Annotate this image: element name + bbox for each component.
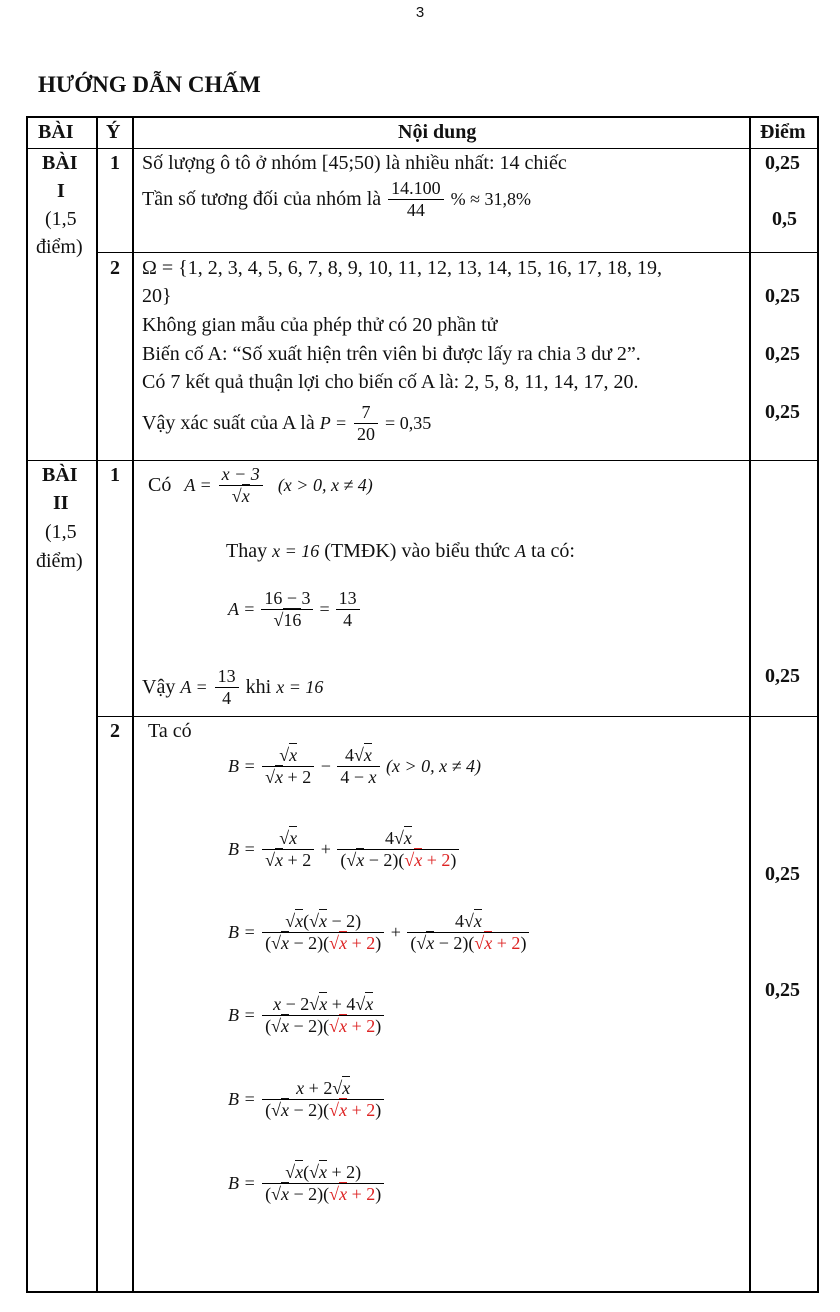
bai1-y1-line2 bbox=[142, 178, 531, 220]
probability-lhs: P = bbox=[319, 412, 348, 433]
b-step-4: B = $\frac{x - 2√x + 4√x}{(√x - 2)(√x + 2)}$ bbox=[228, 994, 386, 1036]
calc-fraction bbox=[261, 588, 313, 630]
b-step-6: B = $\frac{√x(√x + 2)}{(√x - 2)(√x + 2)}$ bbox=[228, 1162, 386, 1204]
fraction-denominator: √16 bbox=[273, 609, 302, 630]
bai1-y1-score2: 0,5 bbox=[772, 208, 797, 230]
a-condition: (x > 0, x ≠ 4) bbox=[277, 474, 373, 495]
calc-equals: = bbox=[319, 598, 330, 619]
col-divider bbox=[749, 118, 751, 1293]
substitute-mid: (TMĐK) vào biểu thức bbox=[324, 540, 511, 562]
fraction-denominator: √x bbox=[231, 485, 250, 506]
bai1-y1-score1: 0,25 bbox=[765, 152, 800, 174]
fraction-numerator: x − 3 bbox=[219, 464, 263, 486]
bai2-points-unit: điểm) bbox=[36, 550, 83, 572]
calc-result-fraction bbox=[336, 588, 360, 630]
relative-frequency-fraction bbox=[388, 178, 444, 220]
relative-frequency-result: % ≈ 31,8% bbox=[450, 188, 532, 209]
calc-lhs: A = bbox=[228, 598, 256, 619]
b-step-5: B = $\frac{x + 2√x}{(√x - 2)(√x + 2)}$ bbox=[228, 1078, 386, 1120]
fraction-numerator: 14.100 bbox=[388, 178, 444, 200]
bai1-y2-line5: Có 7 kết quả thuận lợi cho biến cố A là: 2, 5, 8, 11, 14, 17, 20. bbox=[142, 371, 639, 393]
bai1-y2-line2: 20} bbox=[142, 285, 172, 307]
b-step-3: B = $\frac{√x(√x - 2)}{(√x - 2)(√x + 2)}$ + $\frac{4√x}{(√x - 2)(√x + 2)}$ bbox=[228, 911, 531, 953]
vay-text: Vậy bbox=[142, 675, 176, 698]
bai1-y2-score3: 0,25 bbox=[765, 401, 800, 423]
grading-table bbox=[26, 116, 819, 1293]
substitute-text: Thay bbox=[226, 540, 268, 562]
fraction-numerator: 7 bbox=[354, 402, 378, 424]
bai2-y1-score: 0,25 bbox=[765, 665, 800, 687]
bai1-y2-number: 2 bbox=[110, 257, 120, 279]
bai2-y2-score1: 0,25 bbox=[765, 863, 800, 885]
bai2-label: BÀI bbox=[42, 464, 78, 486]
radicand: 16 bbox=[283, 609, 302, 630]
bai1-roman: I bbox=[57, 180, 65, 202]
vay-x: x = 16 bbox=[276, 676, 324, 697]
fraction-numerator: 13 bbox=[336, 588, 360, 610]
bai1-y2-line3: Không gian mẫu của phép thử có 20 phần tử bbox=[142, 314, 498, 336]
vay-lhs: A = bbox=[180, 676, 208, 697]
row-divider bbox=[28, 460, 819, 461]
relative-frequency-text: Tần số tương đối của nhóm là bbox=[142, 187, 382, 210]
col-divider bbox=[132, 118, 134, 1293]
fraction-denominator: 4 bbox=[222, 687, 232, 708]
vay-khi: khi bbox=[245, 675, 272, 698]
col-divider bbox=[96, 118, 98, 1293]
a-lhs: A = bbox=[184, 474, 212, 495]
bai1-points: (1,5 bbox=[45, 208, 77, 230]
bai2-y1-calculation bbox=[228, 588, 362, 630]
row-divider bbox=[28, 148, 819, 149]
probability-result: = 0,35 bbox=[385, 412, 432, 433]
fraction-numerator: 13 bbox=[215, 666, 239, 688]
bai2-y1-number: 1 bbox=[110, 464, 120, 486]
bai2-y1-given bbox=[148, 464, 373, 506]
a-fraction bbox=[219, 464, 263, 506]
bai1-y1-line1: Số lượng ô tô ở nhóm [45;50) là nhiều nhất: 14 chiếc bbox=[142, 152, 567, 174]
substitute-a: A bbox=[515, 541, 527, 561]
bai1-y2-line1: Ω = {1, 2, 3, 4, 5, 6, 7, 8, 9, 10, 11, 12, 13, 14, 15, 16, 17, 18, 19, bbox=[142, 257, 662, 279]
header-bai: BÀI bbox=[38, 121, 74, 143]
bai1-y2-score1: 0,25 bbox=[765, 285, 800, 307]
bai1-y2-line4: Biến cố A: “Số xuất hiện trên viên bi được lấy ra chia 3 dư 2”. bbox=[142, 343, 641, 365]
bai1-y1-number: 1 bbox=[110, 152, 120, 174]
co-text: Có bbox=[148, 473, 172, 496]
bai1-y2-score2: 0,25 bbox=[765, 343, 800, 365]
fraction-denominator: 20 bbox=[357, 423, 376, 444]
row-divider bbox=[96, 716, 819, 717]
header-diem: Điểm bbox=[760, 121, 806, 143]
bai2-y1-conclusion bbox=[142, 666, 323, 708]
page-number: 3 bbox=[415, 4, 425, 21]
bai1-label: BÀI bbox=[42, 152, 78, 174]
substitute-x: x = 16 bbox=[272, 541, 320, 561]
b-step-2: B = $\frac{√x}{√x + 2}$ + $\frac{4√x}{(√x - 2)(√x + 2)}$ bbox=[228, 828, 461, 870]
header-noi-dung: Nội dung bbox=[398, 121, 477, 143]
header-y: Ý bbox=[106, 121, 121, 143]
bai2-y1-substitute bbox=[226, 540, 575, 563]
radicand: x bbox=[241, 485, 250, 506]
bai2-roman: II bbox=[53, 492, 69, 514]
vay-fraction bbox=[215, 666, 239, 708]
b-step-1: B = $\frac{√x}{√x + 2}$ − $\frac{4√x}{4 - x}$ (x > 0, x ≠ 4) bbox=[228, 745, 482, 787]
fraction-denominator: 44 bbox=[406, 199, 425, 220]
fraction-denominator: 4 bbox=[343, 609, 353, 630]
probability-fraction bbox=[354, 402, 378, 444]
substitute-suffix: ta có: bbox=[531, 540, 575, 562]
fraction-numerator: 16 − 3 bbox=[261, 588, 313, 610]
bai2-points: (1,5 bbox=[45, 521, 77, 543]
bai2-y2-score2: 0,25 bbox=[765, 979, 800, 1001]
bai1-y2-line6 bbox=[142, 402, 431, 444]
probability-text: Vậy xác suất của A là bbox=[142, 411, 315, 434]
row-divider bbox=[96, 252, 819, 253]
bai1-points-unit: điểm) bbox=[36, 236, 83, 258]
page-title: HƯỚNG DẪN CHẤM bbox=[38, 72, 261, 97]
bai2-y2-number: 2 bbox=[110, 720, 120, 742]
bai2-y2-taco: Ta có bbox=[148, 720, 192, 742]
